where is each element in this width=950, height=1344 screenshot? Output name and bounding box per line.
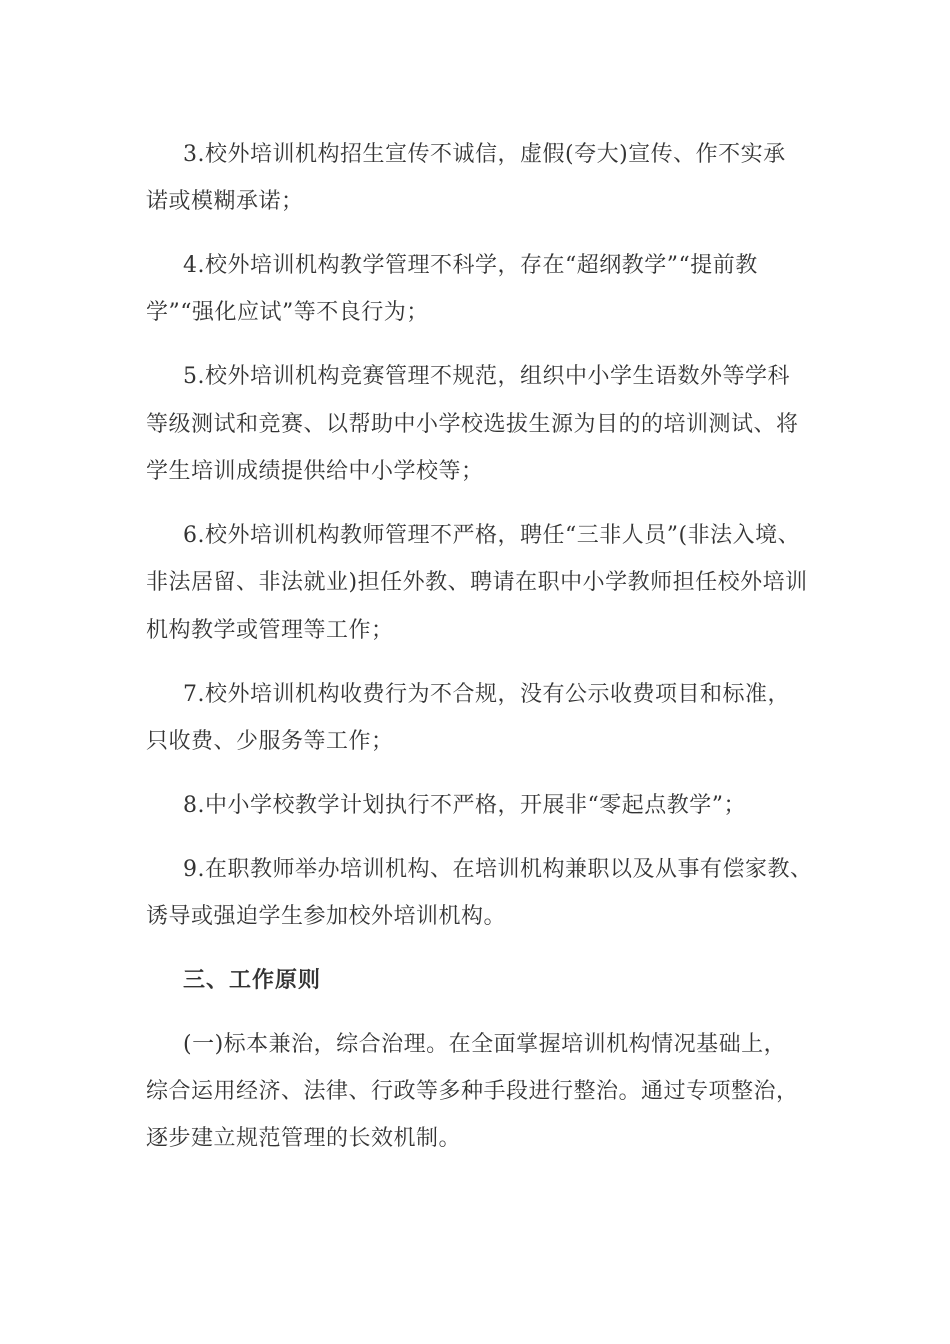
principle-1-line-1: (一)标本兼治，综合治理。在全面掌握培训机构情况基础上， xyxy=(183,1032,787,1057)
item-8-line-1: 8.中小学校教学计划执行不严格，开展非“零起点教学”； xyxy=(183,793,746,818)
section-3-heading: 三、工作原则 xyxy=(183,968,322,993)
item-3-line-2: 诺或模糊承诺； xyxy=(146,189,304,214)
item-6-line-2: 非法居留、非法就业)担任外教、聘请在职中小学教师担任校外培训 xyxy=(146,570,808,595)
item-3-line-1: 3.校外培训机构招生宣传不诚信，虚假(夸大)宣传、作不实承 xyxy=(183,142,786,167)
item-6-line-3: 机构教学或管理等工作； xyxy=(146,618,394,643)
item-5-line-2: 等级测试和竞赛、以帮助中小学校选拔生源为目的的培训测试、将 xyxy=(146,412,799,437)
item-9-line-2: 诱导或强迫学生参加校外培训机构。 xyxy=(146,904,507,929)
item-5-line-3: 学生培训成绩提供给中小学校等； xyxy=(146,459,484,484)
item-7-line-1: 7.校外培训机构收费行为不合规，没有公示收费项目和标准， xyxy=(183,682,790,707)
principle-1-line-3: 逐步建立规范管理的长效机制。 xyxy=(146,1126,462,1151)
principle-1-line-2: 综合运用经济、法律、行政等多种手段进行整治。通过专项整治， xyxy=(146,1079,799,1104)
item-5-line-1: 5.校外培训机构竞赛管理不规范，组织中小学生语数外等学科 xyxy=(183,364,790,389)
item-6-line-1: 6.校外培训机构教师管理不严格，聘任“三非人员”(非法入境、 xyxy=(183,523,801,548)
item-7-line-2: 只收费、少服务等工作； xyxy=(146,729,394,754)
item-9-line-1: 9.在职教师举办培训机构、在培训机构兼职以及从事有偿家教、 xyxy=(183,857,813,882)
item-4-line-1: 4.校外培训机构教学管理不科学，存在“超纲教学”“提前教 xyxy=(183,253,758,278)
item-4-line-2: 学”“强化应试”等不良行为； xyxy=(146,300,429,325)
